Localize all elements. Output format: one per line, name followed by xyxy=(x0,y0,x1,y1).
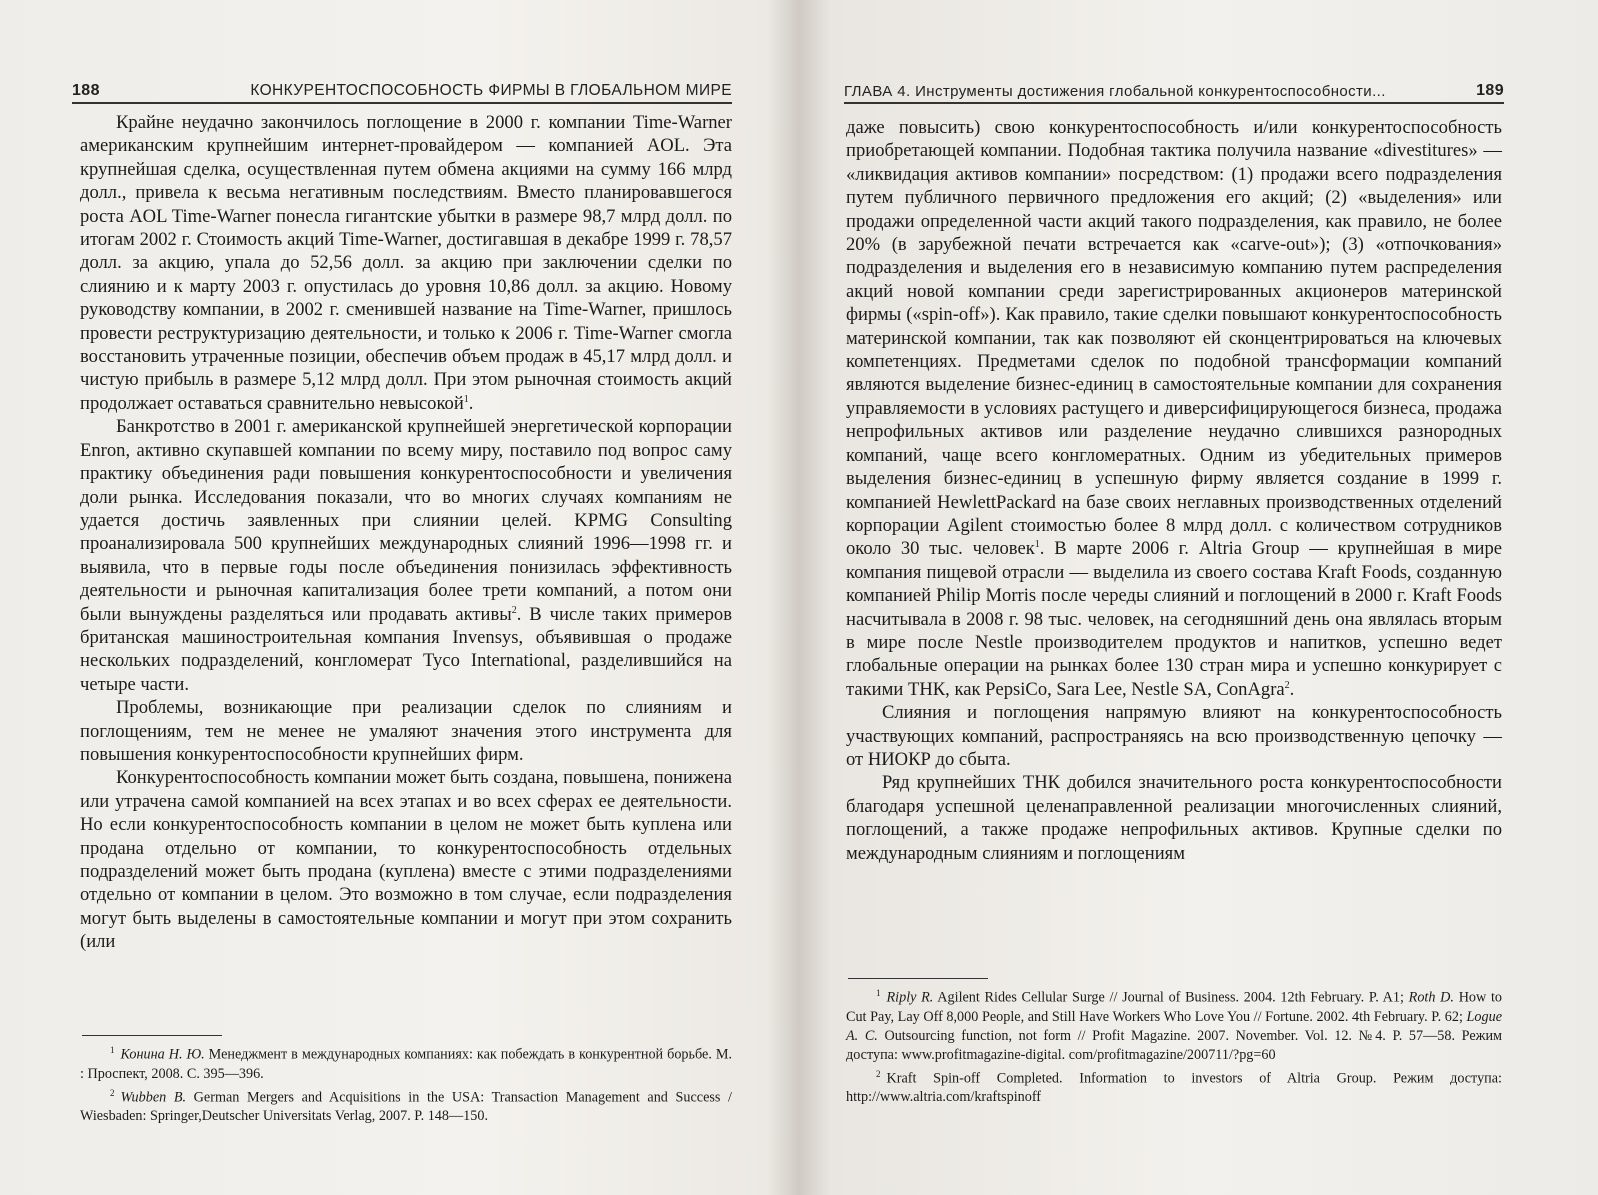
footnotes xyxy=(846,984,1502,1107)
footnote: $^1$ Конина Н. Ю. Менеджмент в международных компаниях: как побеждать в конкурентной борьбе. М. : Проспект, 2008. С. 395—396. xyxy=(80,1045,733,1082)
footnote-ref: 2 xyxy=(1284,679,1290,691)
footnote: $^2$ Kraft Spin-off Completed. Information to investors of Altria Group. Режим доступа: http://www.altria.com/kraftspinoff xyxy=(846,1068,1502,1106)
running-head xyxy=(844,72,1504,104)
footnotes xyxy=(80,1041,732,1126)
footnote: $^2$ Wubben B. German Mergers and Acquisitions in the USA: Transaction Management and Success / Wiesbaden: Springer,Deutscher Universitats Verlag, 2007. P. 148—150. xyxy=(80,1087,732,1125)
paragraph: Ряд крупнейших ТНК добился значительного роста конкурентоспособности благодаря успешной целенаправленной реализации многочисленных слияний, поглощений, а также продаже непрофильных активов. Крупные сделки по международным слияниям и поглощениям xyxy=(846,772,1502,864)
paragraph: Проблемы, возникающие при реализации сделок по слияниям и поглощениям, тем не менее не умаляют значения этого инструмента для повышения конкурентоспособности крупнейших фирм. xyxy=(80,697,732,765)
footnote-ref: 1 xyxy=(1034,539,1040,551)
page-number: 188 xyxy=(72,82,100,99)
left-page xyxy=(0,0,790,1195)
footnote-divider xyxy=(82,1035,222,1036)
paragraph: Крайне неудачно закончилось поглощение в 2000 г. компании Time-Warner американским крупнейшим интернет-провайдером — компанией AOL. Эта крупнейшая сделка, осуществленная путем обмена акциями на сумму 166 млрд долл., привела к весьма негативным последствиям. Вместо планировавшегося роста AOL Time-Warner понесла гигантские убытки в размере 98,7 млрд долл. по итогам 2002 г. Стоимость акций Time-Warner, достигавшая в декабре 1999 г. 78,57 долл. за акцию, упала до 52,56 долл. за акцию при заключении сделки по слиянию и к марту 2003 г. опустилась до уровня 10,86 долл. за акцию. Новому руководству компании, в 2002 г. сменившей название на Time-Warner, пришлось провести реструктуризацию деятельности, и только к 2006 г. Time-Warner смогла восстановить утраченные позиции, обеспечив объем продаж в 45,17 млрд долл. и чистую прибыль в размере 5,12 млрд долл. При этом рыночная стоимость акций продолжает оставаться сравнительно невысокой$^1$. xyxy=(80,112,732,414)
footnote: $^1$ Riply R. Agilent Rides Cellular Surge // Journal of Business. 2004. 12th February. P. A1; Roth D. How to Cut Pay, Lay Off 8,000 People, and Still Have Workers Who Love You // Fortune. 2002. 4th February. P. 62; Logue A. C. Outsourcing function, not form // Profit Magazine. 2007. November. Vol. 12. №4. P. 57—58. Режим доступа: www.profitmagazine-digital. com/profitmagazine/200711/?pg=60 xyxy=(846,988,1503,1063)
footnote-ref: 2 xyxy=(511,604,517,616)
body-text xyxy=(846,116,1502,865)
paragraph: Слияния и поглощения напрямую влияют на конкурентоспособность участвующих компаний, распространяясь на всю производственную цепочку — от НИОКР до сбыта. xyxy=(846,702,1502,770)
running-title: КОНКУРЕНТОСПОСОБНОСТЬ ФИРМЫ В ГЛОБАЛЬНОМ МИРЕ xyxy=(250,82,732,99)
paragraph: Конкурентоспособность компании может быть создана, повышена, понижена или утрачена самой компанией на всех этапах и во всех сферах ее деятельности. Но если конкурентоспособность компании в целом не может быть куплена или продана отдельно от компании, то конкурентоспособность отдельных подразделений может быть продана (куплена) вместе с этими подразделениями отдельно от компании в целом. Это возможно в том случае, если подразделения могут быть выделены в самостоятельные компании и могут при этом сохранить (или xyxy=(80,767,732,953)
running-title: ГЛАВА 4. Инструменты достижения глобальной конкурентоспособности... xyxy=(844,83,1386,100)
paragraph: даже повысить) свою конкурентоспособность и/или конкурентоспособность приобретающей компании. Подобная тактика получила название «divestitures» — «ликвидация активов компании» посредством: (1) продажи всего подразделения путем публичного первичного предложения его акций; (2) «выделения» или продажи определенной части акций такого подразделения, как правило, не более 20% (в зарубежной печати встречается как «carve-out»); (3) «отпочкования» подразделения и выделения его в независимую компанию путем распределения акций новой компании среди зарегистрированных акционеров материнской фирмы («spin-off»). Как правило, такие сделки повышают конкурентоспособность материнской компании, так как позволяют ей сконцентрироваться на ключевых компетенциях. Предметами сделок по подобной трансформации компаний являются выделение бизнес-единиц в самостоятельные компании для сохранения управляемости в условиях растущего и диверсифицирующегося бизнеса, продажа непрофильных активов или разделение неудачно слившихся разнородных компаний, чаще всего конгломератных. Одним из убедительных примеров выделения бизнес-единиц в успешную фирму является создание в 1999 г. компанией HewlettPackard на базе своих неглавных производственных отделений корпорации Agilent стоимостью более 8 млрд долл. с количеством сотрудников около 30 тыс. человек$^1$. В марте 2006 г. Altria Group — крупнейшая в мире компания пищевой отрасли — выделила из своего состава Kraft Foods, созданную компанией Philip Morris после череды слияний и поглощений в 2000 г. Kraft Foods насчитывала в 2008 г. 98 тыс. человек, на сегодняшний день она являлась вторым в мире после Nestle производителем продуктов и напитков, успешно ведет глобальные операции на рынках более 130 стран мира и успешно конкурирует с такими ТНК, как PepsiCo, Sara Lee, Nestle SA, ConAgra$^2$. xyxy=(846,117,1502,700)
right-page xyxy=(808,0,1598,1195)
page-number: 189 xyxy=(1476,82,1504,99)
paragraph: Банкротство в 2001 г. американской крупнейшей энергетической корпорации Enron, активно скупавшей компании по всему миру, поставило под вопрос саму практику объединения ради повышения конкурентоспособности и увеличения доли рынка. Исследования показали, что во многих случаях компаниям не удается достичь заявленных при слиянии целей. KPMG Consulting проанализировала 500 крупнейших международных слияний 1996—1998 гг. и выявила, что в первые годы после объединения понизилась эффективность деятельности и рыночная капитализация более трети компаний, а потом они были вынуждены разделяться или продавать активы$^2$. В числе таких примеров британская машиностроительная компания Invensys, объявившая о продаже нескольких подразделений, конгломерат Tyco International, разделившийся на четыре части. xyxy=(80,416,732,695)
footnote-ref: 1 xyxy=(463,393,469,405)
body-text xyxy=(80,111,732,954)
footnote-divider xyxy=(848,978,988,979)
running-head xyxy=(72,72,732,104)
